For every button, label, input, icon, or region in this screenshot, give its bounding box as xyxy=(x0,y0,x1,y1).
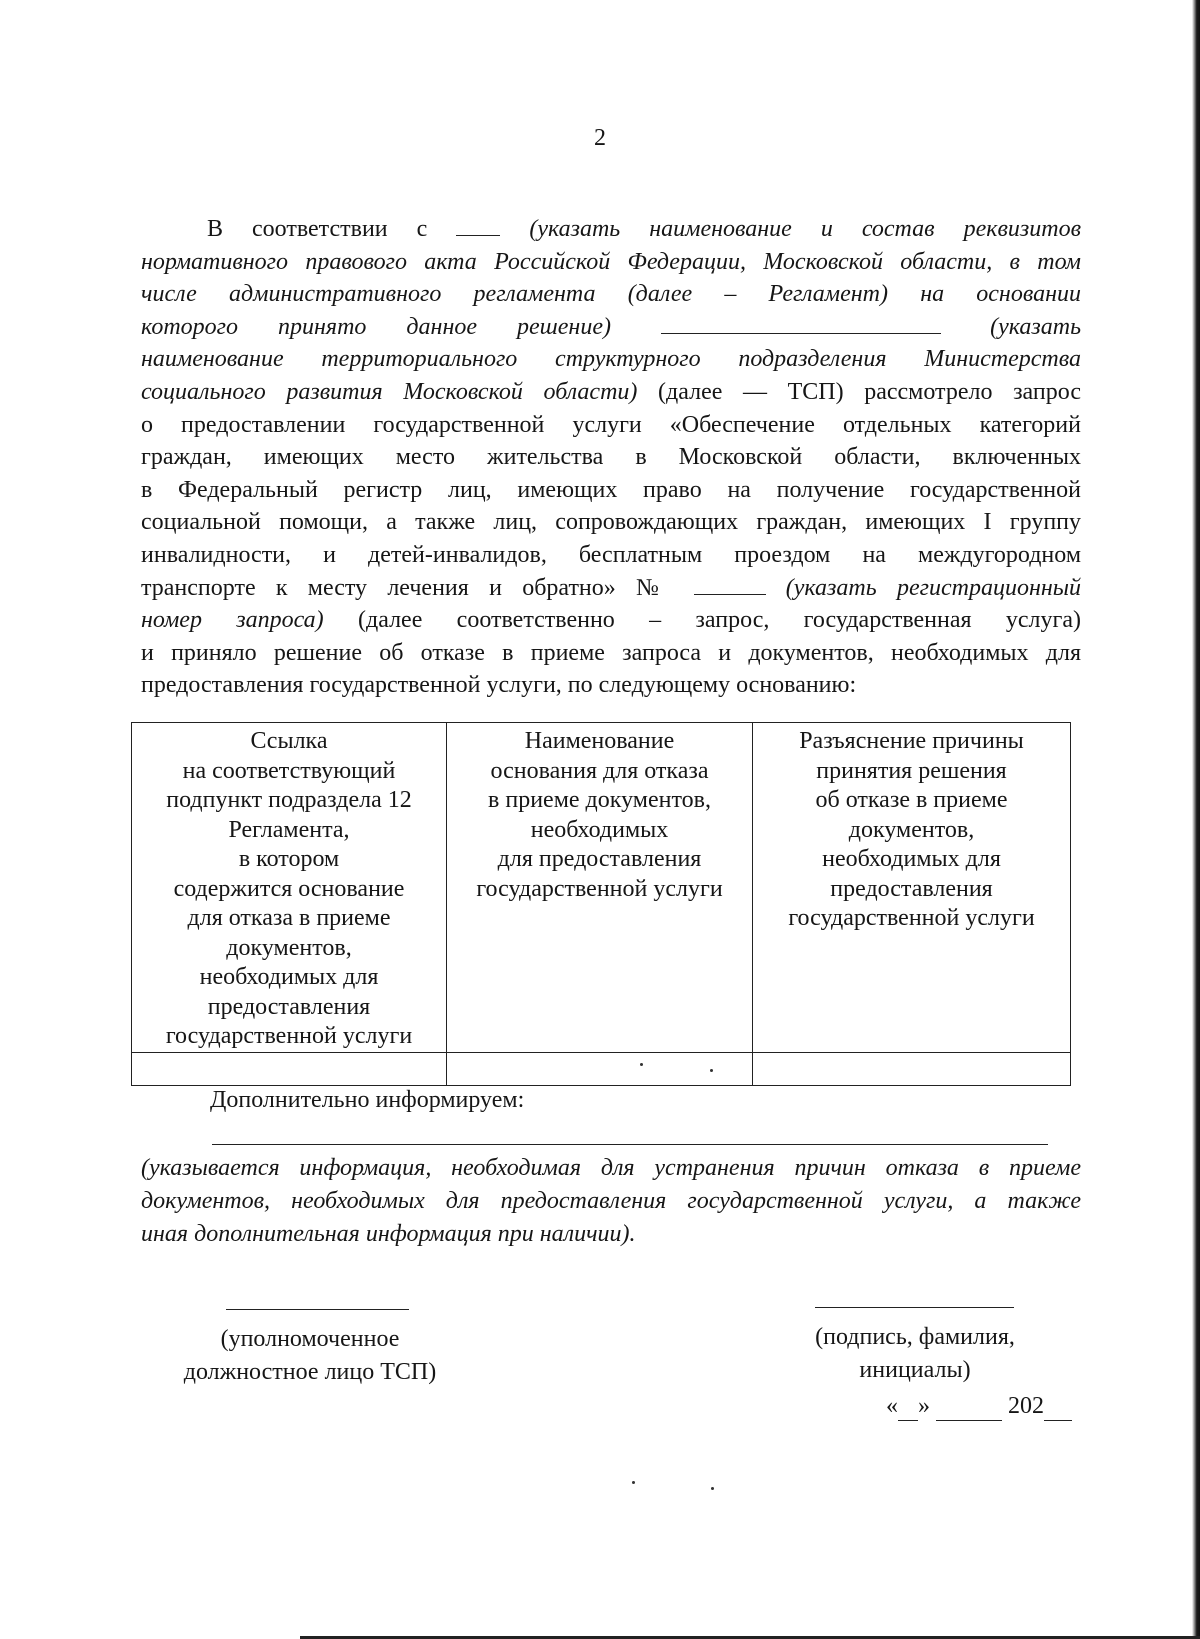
scan-speck xyxy=(710,1069,713,1072)
blank-line xyxy=(694,572,766,595)
paragraph-line: в Федеральный регистр лиц, имеющих право на получение государственной xyxy=(141,476,1081,503)
paragraph-line: социальной помощи, а также лиц, сопровождающих граждан, имеющих I группу xyxy=(141,509,1081,536)
scan-speck xyxy=(632,1481,635,1484)
table-header-row xyxy=(132,723,1071,1053)
month-blank[interactable] xyxy=(936,1393,1002,1421)
refusal-reasons-table xyxy=(131,722,1071,1086)
date-field: « » 202 xyxy=(886,1393,1072,1421)
table-row xyxy=(132,1052,1071,1085)
scan-edge xyxy=(1192,0,1200,1639)
official-caption: (уполномоченное должностное лицо ТСП) xyxy=(183,1326,437,1385)
signature-blank[interactable] xyxy=(815,1307,1014,1308)
scan-speck xyxy=(711,1487,714,1490)
additional-info-blank[interactable] xyxy=(212,1144,1048,1145)
main-paragraph xyxy=(141,213,1081,702)
page-number: 2 xyxy=(594,125,606,151)
paragraph-line: инвалидности, и детей-инвалидов, бесплатным проездом на междугородном xyxy=(141,541,1081,568)
blank-line xyxy=(456,213,500,236)
paragraph-line: номер запроса) (далее соответственно – запрос, государственная услуга) xyxy=(141,607,1081,634)
empty-cell[interactable] xyxy=(132,1052,447,1085)
paragraph-line: транспорте к месту лечения и обратно» № (указать регистрационный xyxy=(141,572,1081,605)
paragraph-line: граждан, имеющих место жительства в Московской области, включенных xyxy=(141,444,1081,471)
paragraph-line: предоставления государственной услуги, по следующему основанию: xyxy=(141,672,857,699)
paragraph-line: о предоставлении государственной услуги «Обеспечение отдельных категорий xyxy=(141,411,1081,438)
header-cell-reference: Ссылка на соответствующий подпункт подраздела 12 Регламента, в котором содержится основание для отказа в приеме документов, необходимых для предоставления государственной услуги xyxy=(132,723,447,1053)
paragraph-line: наименование территориального структурного подразделения Министерства xyxy=(141,346,1081,373)
header-cell-ground-name: Наименование основания для отказа в приеме документов, необходимых для предоставления государственной услуги xyxy=(447,723,753,1053)
empty-cell[interactable] xyxy=(753,1052,1071,1085)
header-cell-explanation: Разъяснение причины принятия решения об отказе в приеме документов, необходимых для предоставления государственной услуги xyxy=(753,723,1071,1053)
additional-info-note: (указывается информация, необходимая для устранения причин отказа в приеме документов, необходимых для предоставления государственной услуги, а также иная дополнительная информация при наличии). xyxy=(141,1155,1081,1247)
blank-line xyxy=(661,311,941,334)
scan-speck xyxy=(640,1063,643,1066)
day-blank[interactable] xyxy=(898,1393,918,1421)
paragraph-line: социального развития Московской области) (далее — ТСП) рассмотрело запрос xyxy=(141,378,1081,405)
additional-info-label: Дополнительно информируем: xyxy=(210,1087,525,1113)
paragraph-line: числе административного регламента (далее – Регламент) на основании xyxy=(141,281,1081,308)
empty-cell[interactable] xyxy=(447,1052,753,1085)
paragraph-line: и приняло решение об отказе в приеме запроса и документов, необходимых для xyxy=(141,639,1081,666)
paragraph-line: которого принято данное решение) (указать xyxy=(141,311,1081,344)
signature-caption: (подпись, фамилия, инициалы) xyxy=(815,1324,1015,1383)
paragraph-line: нормативного правового акта Российской Федерации, Московской области, в том xyxy=(141,248,1081,275)
paragraph-line: В соответствии с (указать наименование и состав реквизитов xyxy=(141,213,1081,246)
year-blank[interactable] xyxy=(1044,1393,1072,1421)
official-blank[interactable] xyxy=(226,1309,409,1310)
